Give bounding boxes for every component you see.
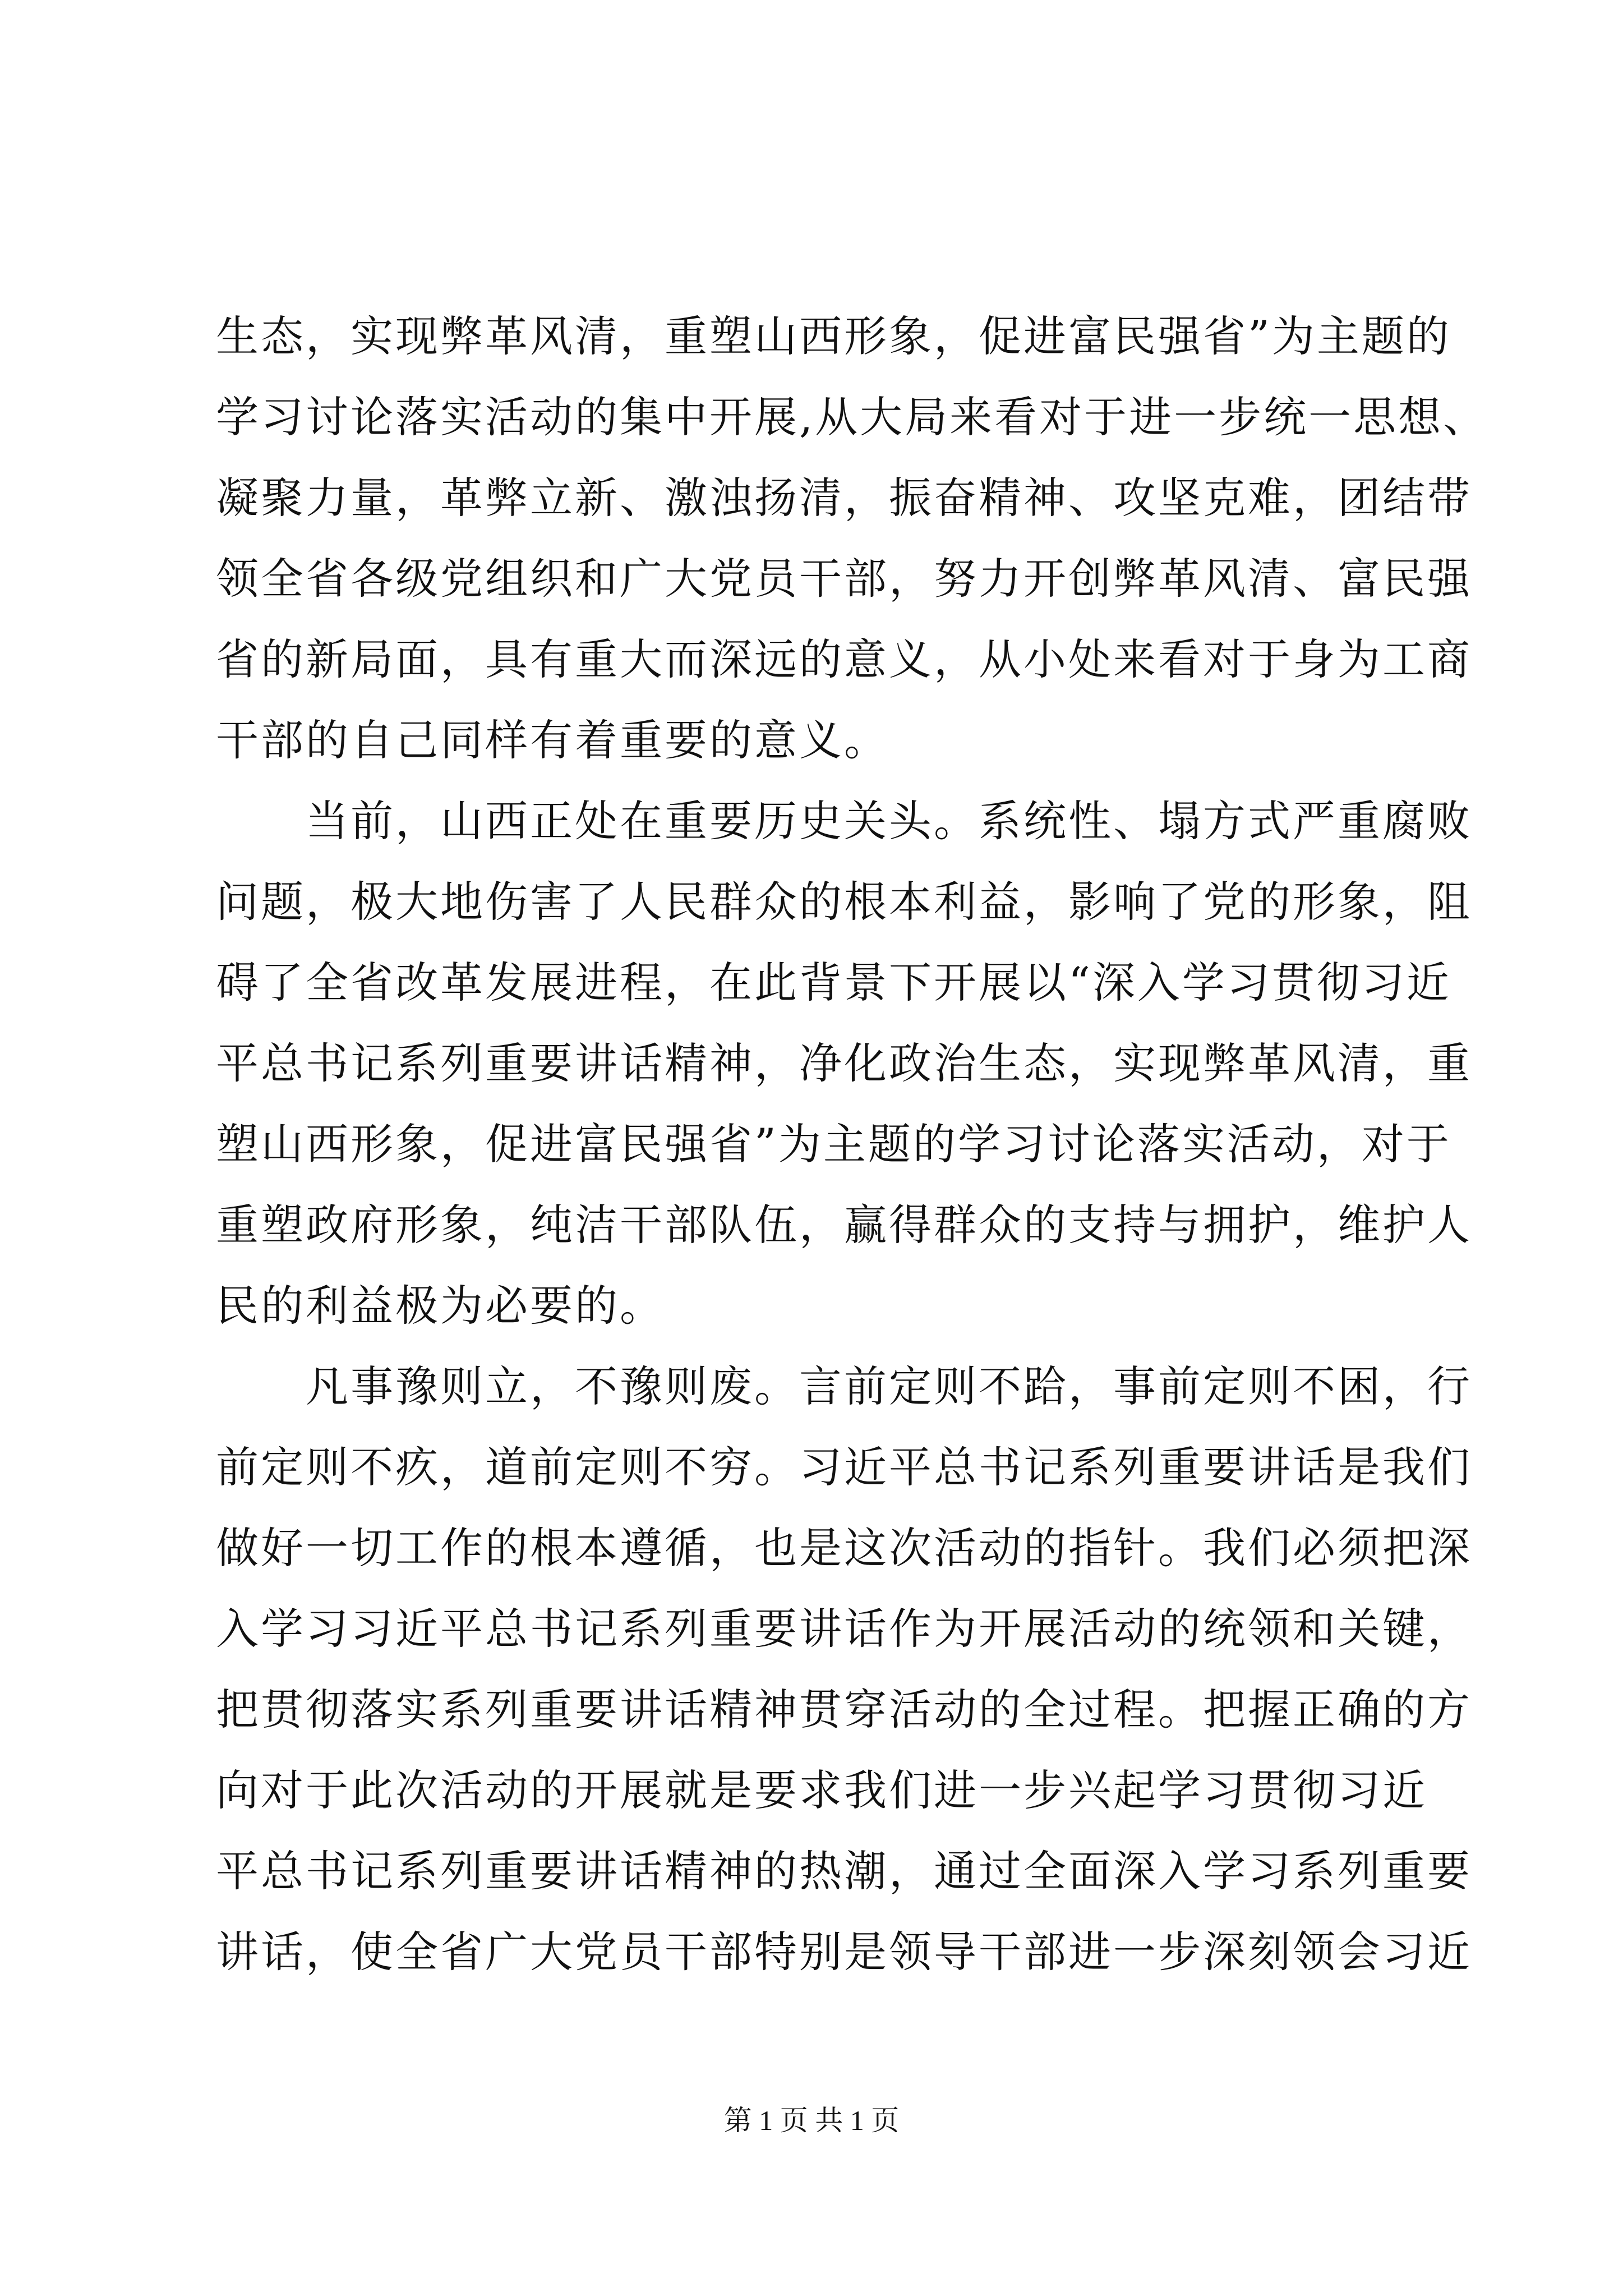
text-line: 平总书记系列重要讲话精神，净化政治生态，实现弊革风清，重 — [216, 1038, 1472, 1088]
page-number: 第 1 页 共 1 页 — [723, 2105, 900, 2136]
paragraph-first-line: 当前，山西正处在重要历史关头。系统性、塌方式严重腐败 — [306, 796, 1472, 846]
document-body — [216, 296, 1523, 1993]
text-line: 问题，极大地伤害了人民群众的根本利益，影响了党的形象，阻 — [216, 877, 1472, 927]
text-line: 干部的自己同样有着重要的意义。 — [216, 715, 889, 765]
text-line: 民的利益极为必要的。 — [216, 1281, 665, 1331]
text-line: 讲话，使全省广大党员干部特别是领导干部进一步深刻领会习近 — [216, 1927, 1472, 1977]
text-line: 入学习习近平总书记系列重要讲话作为开展活动的统领和关键， — [216, 1604, 1472, 1654]
text-line: 碍了全省改革发展进程，在此背景下开展以“深入学习贯彻习近 — [216, 958, 1451, 1007]
text-line: 凝聚力量，革弊立新、激浊扬清，振奋精神、攻坚克难，团结带 — [216, 473, 1472, 523]
text-line: 做好一切工作的根本遵循，也是这次活动的指针。我们必须把深 — [216, 1523, 1472, 1573]
text-line: 塑山西形象，促进富民强省”为主题的学习讨论落实活动，对于 — [216, 1119, 1451, 1169]
text-line: 领全省各级党组织和广大党员干部，努力开创弊革风清、富民强 — [216, 554, 1472, 604]
text-line: 省的新局面，具有重大而深远的意义，从小处来看对于身为工商 — [216, 634, 1472, 684]
text-line: 平总书记系列重要讲话精神的热潮，通过全面深入学习系列重要 — [216, 1846, 1472, 1896]
page-footer — [0, 2101, 1623, 2140]
text-line: 重塑政府形象，纯洁干部队伍，赢得群众的支持与拥护，维护人 — [216, 1200, 1472, 1250]
text-line: 学习讨论落实活动的集中开展,从大局来看对于进一步统一思想、 — [216, 392, 1488, 442]
text-line: 向对于此次活动的开展就是要求我们进一步兴起学习贯彻习近 — [216, 1765, 1427, 1815]
text-line: 生态，实现弊革风清，重塑山西形象，促进富民强省”为主题的 — [216, 311, 1451, 361]
text-line: 把贯彻落实系列重要讲话精神贯穿活动的全过程。把握正确的方 — [216, 1685, 1472, 1734]
text-line: 前定则不疚，道前定则不穷。习近平总书记系列重要讲话是我们 — [216, 1442, 1472, 1492]
paragraph-first-line: 凡事豫则立，不豫则废。言前定则不跲，事前定则不困，行 — [306, 1361, 1472, 1411]
